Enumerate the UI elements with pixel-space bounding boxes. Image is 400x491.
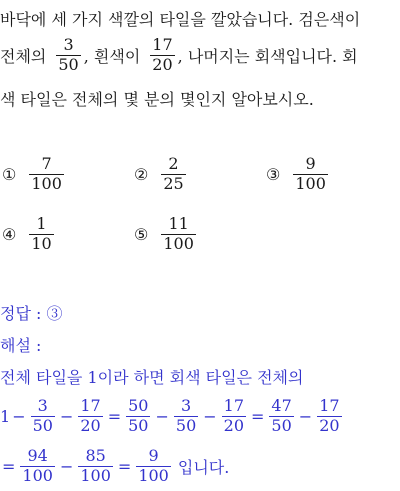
eq2-frac-1-den: 100 xyxy=(22,465,53,485)
eq1-minus-3: − xyxy=(155,406,169,426)
eq2-frac-2-den: 100 xyxy=(80,465,111,485)
white-fraction-den: 20 xyxy=(152,54,173,74)
eq1-frac-7 xyxy=(317,395,341,435)
eq1-frac-3-den: 50 xyxy=(128,415,149,435)
option-4-fraction xyxy=(29,216,53,253)
eq1-minus-2: − xyxy=(59,406,74,426)
option-3-fraction xyxy=(293,156,328,193)
eq1-one: 1 xyxy=(0,406,11,426)
eq2-frac-1-num: 94 xyxy=(27,445,48,465)
option-3-den: 100 xyxy=(295,173,326,193)
eq2-equals-2: = xyxy=(117,456,132,476)
eq1-frac-5-num: 17 xyxy=(223,395,245,415)
eq2-frac-2 xyxy=(78,445,113,485)
option-4-num: 1 xyxy=(36,214,47,233)
eq2-frac-3 xyxy=(136,445,171,485)
eq1-minus-1: − xyxy=(12,406,26,426)
problem-line-1 xyxy=(0,6,360,30)
eq1-frac-2-den: 20 xyxy=(80,415,101,435)
problem-line-3 xyxy=(0,86,314,110)
problem-text-3: 색 타일은 전체의 몇 분의 몇인지 알아보시오. xyxy=(0,89,314,109)
option-4-den: 10 xyxy=(31,233,52,253)
eq2-tail: 입니다. xyxy=(177,457,230,477)
eq1-frac-3 xyxy=(126,395,150,435)
explain-label-line xyxy=(0,332,41,356)
option-1-mark: ① xyxy=(2,164,17,184)
answer-line xyxy=(0,300,62,324)
eq2-frac-3-num: 9 xyxy=(148,445,159,465)
option-1-num: 7 xyxy=(41,154,52,173)
eq1-equals-2: = xyxy=(251,406,265,426)
option-1-den: 100 xyxy=(31,173,62,193)
eq1-frac-1 xyxy=(31,395,55,435)
option-2-den: 25 xyxy=(163,173,184,193)
option-1-fraction xyxy=(29,156,64,193)
explain-line-1 xyxy=(0,364,303,388)
option-4[interactable] xyxy=(2,216,57,253)
eq2-frac-3-den: 100 xyxy=(138,465,169,485)
eq1-frac-5-den: 20 xyxy=(223,415,245,435)
equation-line-2 xyxy=(0,444,229,488)
eq1-frac-4 xyxy=(174,395,198,435)
eq1-frac-6 xyxy=(269,395,293,435)
eq1-frac-2 xyxy=(78,395,102,435)
eq1-frac-6-num: 47 xyxy=(271,395,292,415)
eq1-frac-3-num: 50 xyxy=(128,395,149,415)
eq1-minus-4: − xyxy=(203,406,217,426)
equation-line-1 xyxy=(0,394,345,438)
eq1-frac-5 xyxy=(222,395,246,435)
eq2-frac-2-num: 85 xyxy=(85,445,106,465)
eq2-minus: − xyxy=(59,456,74,476)
explain-text-1: 전체 타일을 1이라 하면 회색 타일은 전체의 xyxy=(0,367,304,387)
option-4-mark: ④ xyxy=(2,224,17,244)
problem-line-2 xyxy=(0,34,358,76)
option-5-mark: ⑤ xyxy=(134,224,149,244)
option-3[interactable] xyxy=(266,156,331,193)
problem-text-1: 바닥에 세 가지 색깔의 타일을 깔았습니다. 검은색이 xyxy=(0,9,361,29)
problem-text-2-end: , 나머지는 회색입니다. 회 xyxy=(177,46,358,66)
option-2-mark: ② xyxy=(134,164,149,184)
eq2-equals-1: = xyxy=(2,456,16,476)
option-2-fraction xyxy=(161,156,185,193)
eq1-frac-1-num: 3 xyxy=(37,395,48,415)
eq1-equals-1: = xyxy=(107,406,122,426)
eq1-frac-7-den: 20 xyxy=(319,415,340,435)
option-3-mark: ③ xyxy=(266,164,281,184)
eq1-frac-7-num: 17 xyxy=(319,395,340,415)
eq1-frac-6-den: 50 xyxy=(271,415,292,435)
option-5[interactable] xyxy=(134,216,199,253)
white-fraction-num: 17 xyxy=(152,34,173,54)
eq1-frac-4-num: 3 xyxy=(180,395,192,415)
eq1-frac-2-num: 17 xyxy=(80,395,101,415)
option-2-num: 2 xyxy=(168,154,179,173)
option-2[interactable] xyxy=(134,156,189,193)
eq1-minus-5: − xyxy=(298,406,313,426)
answer-label: 정답 : ③ xyxy=(0,303,63,323)
option-5-num: 11 xyxy=(168,214,189,233)
eq2-frac-1 xyxy=(20,445,55,485)
eq1-frac-1-den: 50 xyxy=(32,415,53,435)
option-5-fraction xyxy=(161,216,196,253)
option-1[interactable] xyxy=(2,156,67,193)
explain-label: 해설 : xyxy=(0,335,42,355)
white-fraction xyxy=(150,34,174,74)
eq1-frac-4-den: 50 xyxy=(175,415,197,435)
option-5-den: 100 xyxy=(163,233,194,253)
option-3-num: 9 xyxy=(305,154,316,173)
black-fraction xyxy=(56,34,80,74)
problem-text-2-mid: , 흰색이 xyxy=(83,46,141,66)
black-fraction-num: 3 xyxy=(63,34,74,54)
problem-text-2-start: 전체의 xyxy=(0,46,47,66)
black-fraction-den: 50 xyxy=(58,54,79,74)
